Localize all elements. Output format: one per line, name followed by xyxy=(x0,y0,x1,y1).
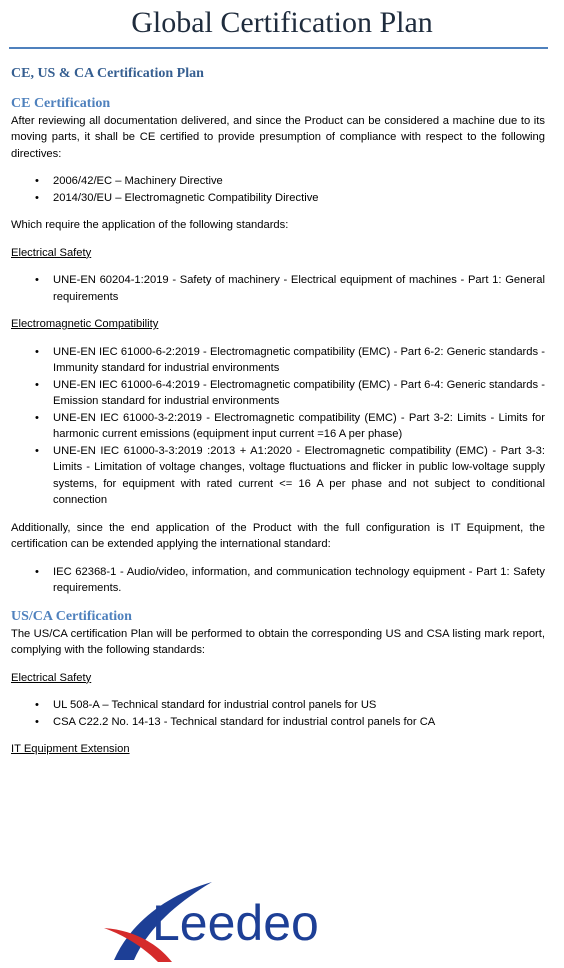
document-body xyxy=(11,66,545,769)
list-item: • 2014/30/EU – Electromagnetic Compatibility Directive xyxy=(53,190,545,207)
usca-heading: US/CA Certification xyxy=(11,608,132,624)
list-item: • UNE-EN IEC 61000-6-4:2019 - Electromagnetic compatibility (EMC) - Part 6-4: Generic standards - Emission standard for industrial environments xyxy=(53,377,545,410)
ce-heading: CE Certification xyxy=(11,95,111,111)
document-title: Global Certification Plan xyxy=(131,6,433,39)
leedeo-logo xyxy=(100,876,380,964)
usca-electrical-safety-label: Electrical Safety xyxy=(11,671,92,684)
ce-emc-label: Electromagnetic Compatibility xyxy=(11,318,159,330)
ce-emc-list xyxy=(11,344,545,509)
ce-electrical-safety-list xyxy=(11,272,545,305)
ce-electrical-safety-label: Electrical Safety xyxy=(11,246,92,259)
list-item: • UNE-EN 60204-1:2019 - Safety of machinery - Electrical equipment of machines - Part 1: General requirements xyxy=(53,272,545,305)
list-item: • UNE-EN IEC 61000-6-2:2019 - Electromagnetic compatibility (EMC) - Part 6-2: Generic standards - Immunity standard for industrial environments xyxy=(53,344,545,377)
ce-additional: Additionally, since the end application of the Product with the full configuration is IT Equipment, the certification can be extended applying the international standard: xyxy=(11,521,545,550)
ce-standards-intro: Which require the application of the following standards: xyxy=(11,219,289,231)
list-item: • UNE-EN IEC 61000-3-3:2019 :2013 + A1:2020 - Electromagnetic compatibility (EMC) - Part 3-3: Limits - Limitation of voltage changes, voltage fluctuations and flicker in public low-voltage supply systems, for equipment with rated current <= 16 A per phase and not subject to conditional connection xyxy=(53,443,545,509)
list-item: • 2006/42/EC – Machinery Directive xyxy=(53,173,545,190)
title-divider xyxy=(9,47,548,49)
list-item: • CSA C22.2 No. 14-13 - Technical standard for industrial control panels for CA xyxy=(53,714,545,731)
ce-directives-list xyxy=(11,173,545,206)
usca-intro: The US/CA certification Plan will be performed to obtain the corresponding US and CSA listing mark report, complying with the following standards: xyxy=(11,627,545,656)
list-item: • UL 508-A – Technical standard for industrial control panels for US xyxy=(53,697,545,714)
logo-wordmark: Leedeo xyxy=(152,895,319,951)
list-item: • IEC 62368-1 - Audio/video, information, and communication technology equipment - Part 1: Safety requirements. xyxy=(53,564,545,597)
ce-intro: After reviewing all documentation delivered, and since the Product can be considered a machine due to its moving parts, it shall be CE certified to provide presumption of compliance with respect to the following directives: xyxy=(11,114,545,160)
list-item: • UNE-EN IEC 61000-3-2:2019 - Electromagnetic compatibility (EMC) - Part 3-2: Limits - Limits for harmonic current emissions (equipment input current =16 A per phase) xyxy=(53,410,545,443)
ce-international-list xyxy=(11,564,545,597)
plan-heading: CE, US & CA Certification Plan xyxy=(11,66,204,81)
usca-electrical-safety-list xyxy=(11,697,545,730)
usca-it-extension-label: IT Equipment Extension xyxy=(11,743,130,755)
